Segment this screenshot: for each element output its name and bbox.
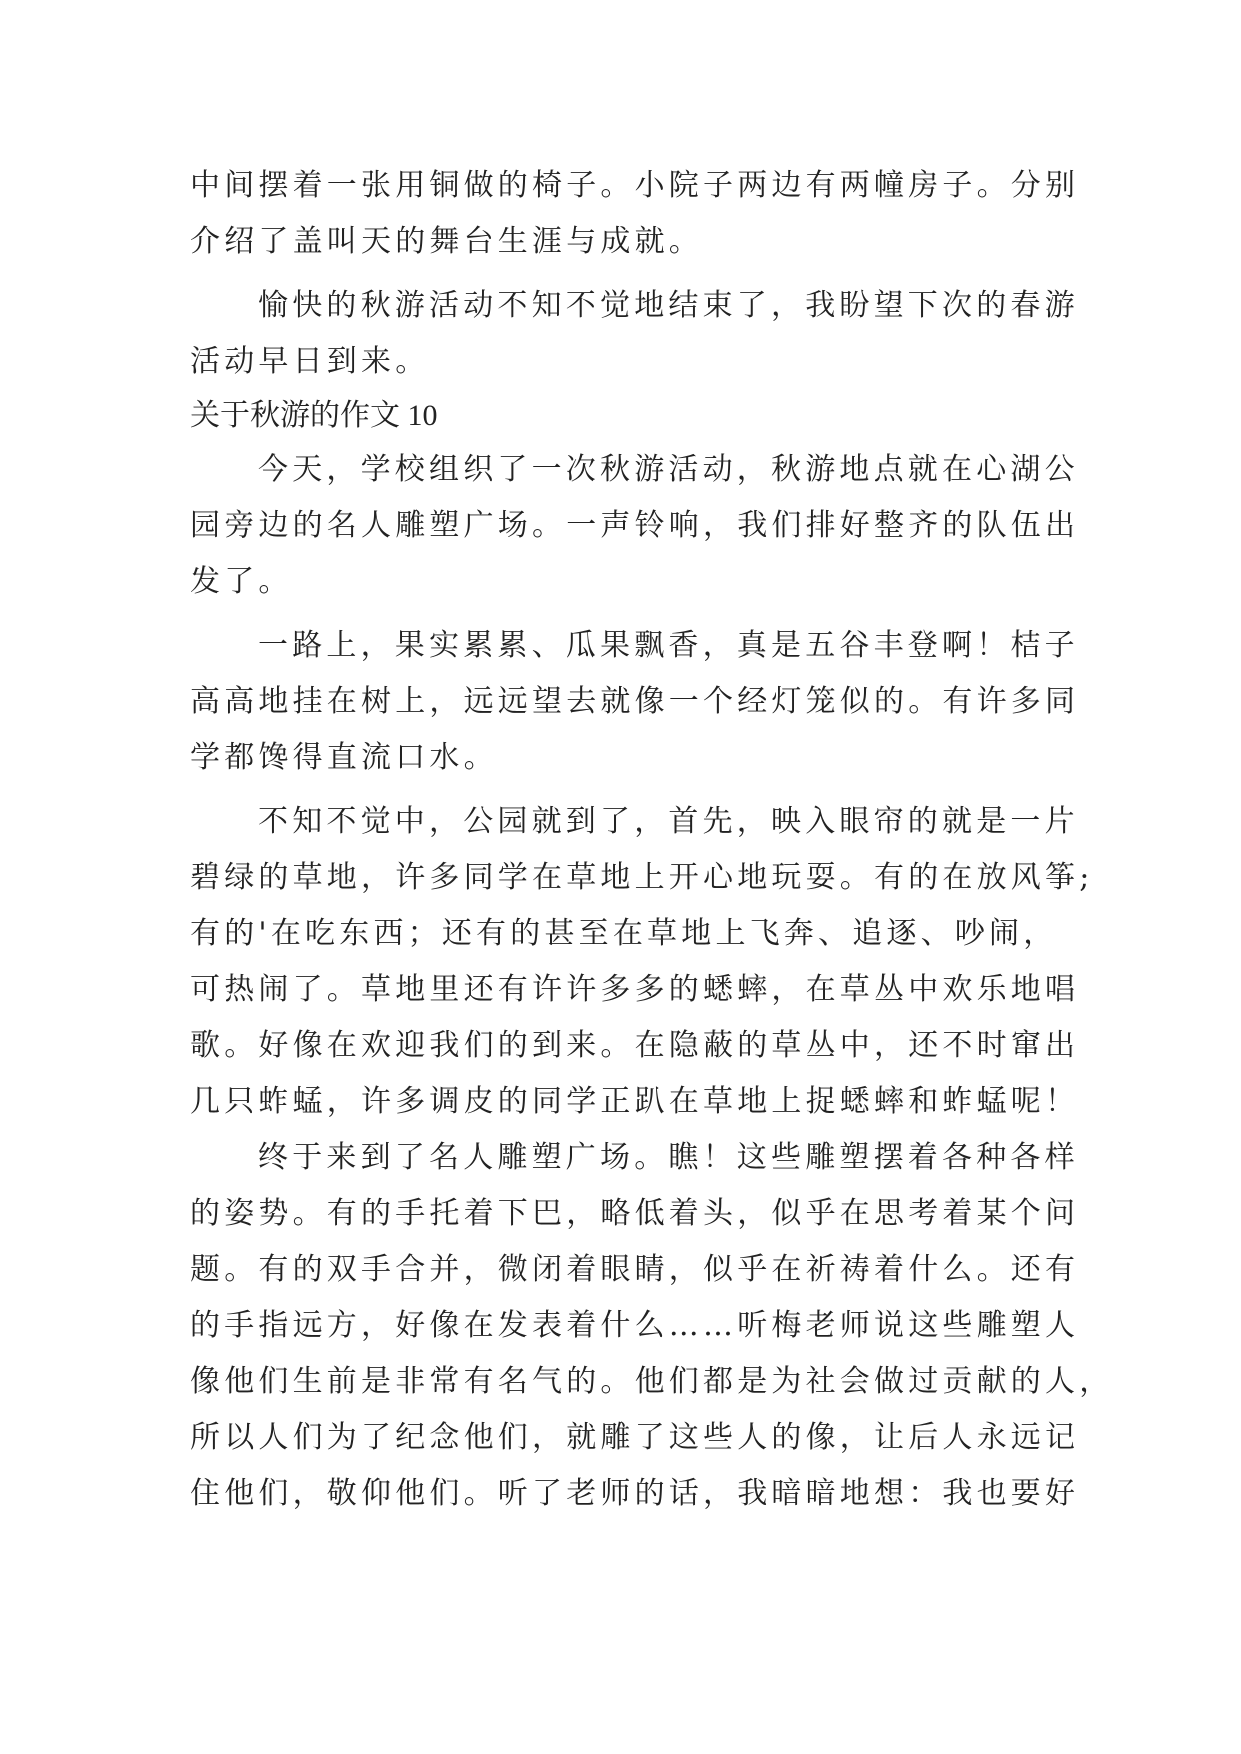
text-line: 几只蚱蜢，许多调皮的同学正趴在草地上捉蟋蟀和蚱蜢呢！ [190,1084,1080,1119]
text-line: 学都馋得直流口水。 [190,740,498,775]
text-line: 活动早日到来。 [190,344,430,379]
text-line: 的姿势。有的手托着下巴，略低着头，似乎在思考着某个问 [190,1196,1080,1231]
text-line: 中间摆着一张用铜做的椅子。小院子两边有两幢房子。分别 [190,168,1080,203]
text-line: 可热闹了。草地里还有许许多多的蟋蟀，在草丛中欢乐地唱 [190,972,1080,1007]
text-line: 歌。好像在欢迎我们的到来。在隐蔽的草丛中，还不时窜出 [190,1028,1080,1063]
paragraph-start-line: 愉快的秋游活动不知不觉地结束了，我盼望下次的春游 [258,288,1079,323]
text-line: 像他们生前是非常有名气的。他们都是为社会做过贡献的人， [190,1364,1114,1399]
section-heading: 关于秋游的作文 10 [190,399,438,432]
text-line: 园旁边的名人雕塑广场。一声铃响，我们排好整齐的队伍出 [190,508,1080,543]
text-line: 发了。 [190,564,293,599]
text-line: 有的'在吃东西；还有的甚至在草地上飞奔、追逐、吵闹， [190,916,1058,951]
text-line: 的手指远方，好像在发表着什么……听梅老师说这些雕塑人 [190,1308,1080,1343]
paragraph-start-line: 今天，学校组织了一次秋游活动，秋游地点就在心湖公 [258,452,1079,487]
paragraph-start-line: 终于来到了名人雕塑广场。瞧！这些雕塑摆着各种各样 [258,1140,1079,1175]
text-line: 高高地挂在树上，远远望去就像一个经灯笼似的。有许多同 [190,684,1080,719]
paragraph-start-line: 一路上，果实累累、瓜果飘香，真是五谷丰登啊！桔子 [258,628,1079,663]
text-line: 碧绿的草地，许多同学在草地上开心地玩耍。有的在放风筝; [190,860,1094,895]
text-line: 题。有的双手合并，微闭着眼睛，似乎在祈祷着什么。还有 [190,1252,1080,1287]
text-line: 介绍了盖叫天的舞台生涯与成就。 [190,224,703,259]
document-body [190,158,1114,1522]
paragraph-start-line: 不知不觉中，公园就到了，首先，映入眼帘的就是一片 [258,804,1079,839]
text-line: 住他们，敬仰他们。听了老师的话，我暗暗地想：我也要好 [190,1476,1080,1511]
text-line: 所以人们为了纪念他们，就雕了这些人的像，让后人永远记 [190,1420,1080,1455]
